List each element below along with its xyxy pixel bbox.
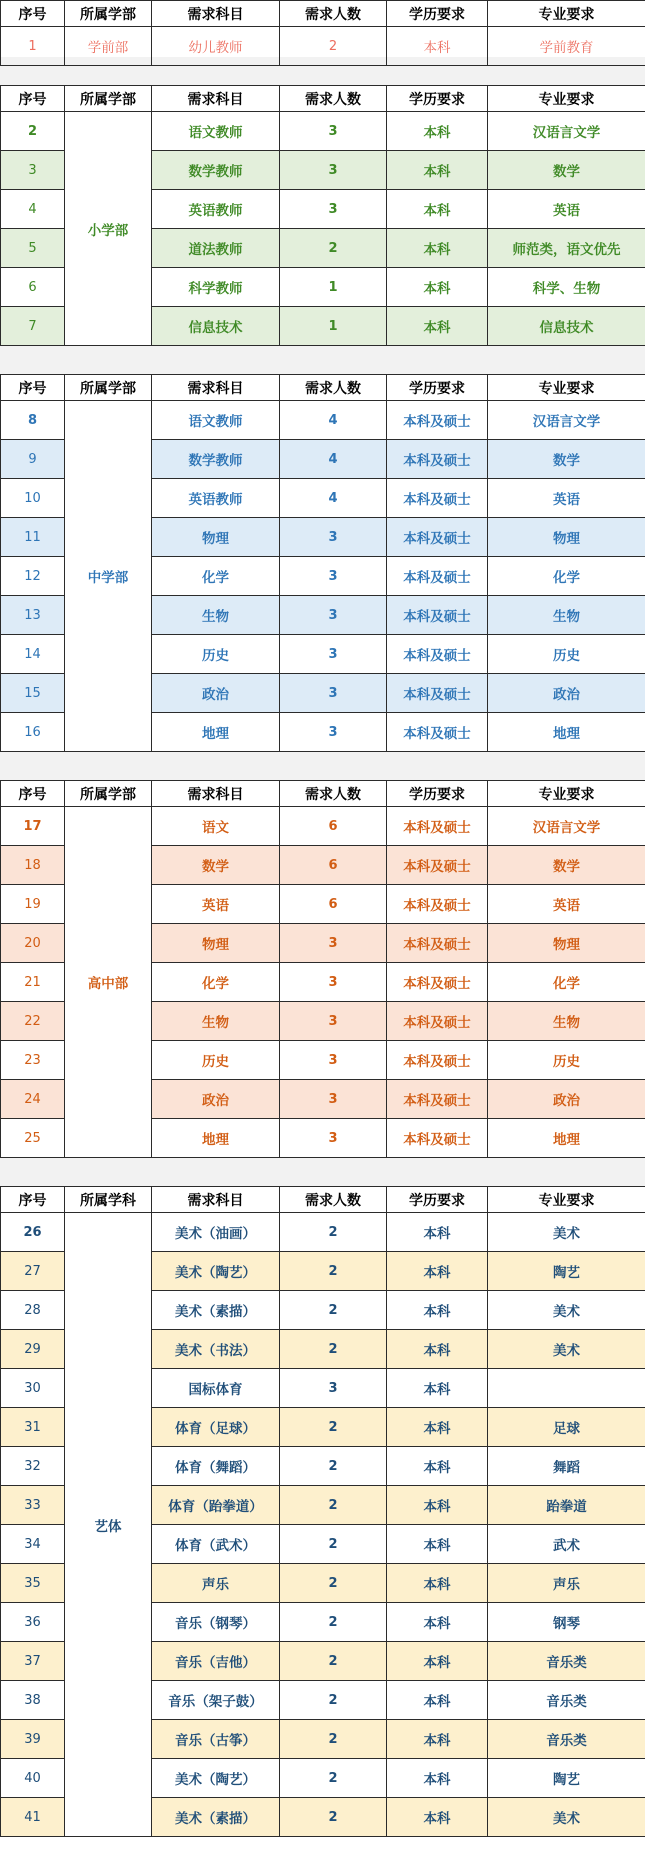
cell-education: 本科	[387, 1330, 488, 1369]
header-seq-no: 序号	[1, 86, 65, 112]
cell-major: 美术	[488, 1213, 645, 1252]
cell-seq-no: 28	[1, 1291, 65, 1330]
header-education: 学历要求	[387, 1, 488, 27]
header-education: 学历要求	[387, 1187, 488, 1213]
header-headcount: 需求人数	[280, 1, 387, 27]
header-department: 所属学部	[65, 86, 152, 112]
cell-education: 本科及硕士	[387, 596, 488, 635]
cell-major: 信息技术	[488, 307, 645, 346]
cell-headcount: 6	[280, 885, 387, 924]
cell-headcount: 4	[280, 440, 387, 479]
cell-major: 物理	[488, 924, 645, 963]
cell-headcount: 4	[280, 401, 387, 440]
cell-major: 生物	[488, 596, 645, 635]
header-education: 学历要求	[387, 375, 488, 401]
cell-headcount: 2	[280, 1213, 387, 1252]
cell-education: 本科	[387, 1720, 488, 1759]
header-major: 专业要求	[488, 86, 645, 112]
cell-seq-no: 1	[1, 27, 65, 66]
cell-major: 陶艺	[488, 1252, 645, 1291]
cell-subject: 体育（足球）	[152, 1408, 280, 1447]
cell-department-merged: 艺体	[65, 1213, 152, 1837]
cell-seq-no: 37	[1, 1642, 65, 1681]
table-primary	[0, 85, 645, 346]
table-row	[1, 401, 645, 440]
cell-seq-no: 32	[1, 1447, 65, 1486]
cell-education: 本科及硕士	[387, 440, 488, 479]
cell-education: 本科及硕士	[387, 807, 488, 846]
cell-department-merged: 小学部	[65, 112, 152, 346]
header-seq-no: 序号	[1, 375, 65, 401]
cell-education: 本科及硕士	[387, 846, 488, 885]
cell-seq-no: 40	[1, 1759, 65, 1798]
cell-headcount: 2	[280, 1564, 387, 1603]
cell-education: 本科及硕士	[387, 1041, 488, 1080]
cell-seq-no: 39	[1, 1720, 65, 1759]
cell-education: 本科	[387, 1486, 488, 1525]
cell-subject: 生物	[152, 596, 280, 635]
cell-subject: 美术（素描）	[152, 1798, 280, 1837]
cell-headcount: 2	[280, 27, 387, 66]
cell-major: 足球	[488, 1408, 645, 1447]
cell-subject: 化学	[152, 557, 280, 596]
cell-major: 英语	[488, 190, 645, 229]
cell-education: 本科	[387, 1603, 488, 1642]
cell-seq-no: 9	[1, 440, 65, 479]
cell-major: 化学	[488, 557, 645, 596]
header-major: 专业要求	[488, 781, 645, 807]
cell-subject: 英语	[152, 885, 280, 924]
cell-major: 汉语言文学	[488, 807, 645, 846]
cell-education: 本科及硕士	[387, 1119, 488, 1158]
cell-subject: 音乐（古筝）	[152, 1720, 280, 1759]
cell-education: 本科及硕士	[387, 401, 488, 440]
cell-seq-no: 7	[1, 307, 65, 346]
cell-seq-no: 38	[1, 1681, 65, 1720]
header-seq-no: 序号	[1, 1187, 65, 1213]
header-row	[1, 375, 645, 401]
cell-major: 声乐	[488, 1564, 645, 1603]
cell-seq-no: 21	[1, 963, 65, 1002]
header-education: 学历要求	[387, 781, 488, 807]
cell-major: 钢琴	[488, 1603, 645, 1642]
cell-education: 本科及硕士	[387, 963, 488, 1002]
header-headcount: 需求人数	[280, 86, 387, 112]
cell-education: 本科	[387, 1681, 488, 1720]
cell-headcount: 3	[280, 1002, 387, 1041]
cell-headcount: 4	[280, 479, 387, 518]
cell-major	[488, 1369, 645, 1408]
cell-education: 本科	[387, 151, 488, 190]
cell-subject: 国标体育	[152, 1369, 280, 1408]
cell-seq-no: 3	[1, 151, 65, 190]
cell-subject: 语文教师	[152, 401, 280, 440]
cell-education: 本科	[387, 1642, 488, 1681]
cell-seq-no: 5	[1, 229, 65, 268]
cell-education: 本科及硕士	[387, 674, 488, 713]
cell-seq-no: 27	[1, 1252, 65, 1291]
cell-subject: 美术（油画）	[152, 1213, 280, 1252]
cell-major: 地理	[488, 713, 645, 752]
table-art	[0, 1186, 645, 1837]
cell-education: 本科	[387, 190, 488, 229]
cell-subject: 美术（素描）	[152, 1291, 280, 1330]
cell-subject: 体育（武术）	[152, 1525, 280, 1564]
header-headcount: 需求人数	[280, 781, 387, 807]
cell-headcount: 3	[280, 1369, 387, 1408]
cell-major: 美术	[488, 1330, 645, 1369]
header-subject: 需求科目	[152, 1, 280, 27]
cell-headcount: 1	[280, 307, 387, 346]
cell-headcount: 3	[280, 924, 387, 963]
cell-headcount: 1	[280, 268, 387, 307]
header-seq-no: 序号	[1, 781, 65, 807]
cell-seq-no: 22	[1, 1002, 65, 1041]
cell-subject: 美术（陶艺）	[152, 1759, 280, 1798]
cell-major: 汉语言文学	[488, 401, 645, 440]
cell-headcount: 2	[280, 1330, 387, 1369]
cell-headcount: 3	[280, 112, 387, 151]
cell-education: 本科及硕士	[387, 518, 488, 557]
header-headcount: 需求人数	[280, 1187, 387, 1213]
cell-seq-no: 16	[1, 713, 65, 752]
header-row	[1, 781, 645, 807]
cell-headcount: 3	[280, 518, 387, 557]
cell-seq-no: 17	[1, 807, 65, 846]
cell-major: 音乐类	[488, 1681, 645, 1720]
cell-headcount: 2	[280, 1603, 387, 1642]
cell-headcount: 3	[280, 1119, 387, 1158]
header-subject: 需求科目	[152, 86, 280, 112]
cell-subject: 道法教师	[152, 229, 280, 268]
cell-major: 政治	[488, 1080, 645, 1119]
block-separator	[0, 1158, 645, 1186]
cell-subject: 音乐（架子鼓）	[152, 1681, 280, 1720]
cell-headcount: 6	[280, 846, 387, 885]
cell-subject: 体育（舞蹈）	[152, 1447, 280, 1486]
cell-subject: 历史	[152, 1041, 280, 1080]
cell-major: 师范类，语文优先	[488, 229, 645, 268]
cell-education: 本科	[387, 1369, 488, 1408]
table-middle	[0, 374, 645, 752]
cell-subject: 化学	[152, 963, 280, 1002]
header-department: 所属学科	[65, 1187, 152, 1213]
cell-major: 汉语言文学	[488, 112, 645, 151]
cell-seq-no: 15	[1, 674, 65, 713]
cell-seq-no: 26	[1, 1213, 65, 1252]
cell-headcount: 2	[280, 1642, 387, 1681]
cell-major: 物理	[488, 518, 645, 557]
cell-headcount: 3	[280, 557, 387, 596]
cell-headcount: 2	[280, 1486, 387, 1525]
cell-subject: 声乐	[152, 1564, 280, 1603]
header-subject: 需求科目	[152, 781, 280, 807]
block-separator	[0, 346, 645, 374]
cell-seq-no: 31	[1, 1408, 65, 1447]
block-separator	[0, 752, 645, 780]
cell-subject: 物理	[152, 518, 280, 557]
cell-education: 本科及硕士	[387, 713, 488, 752]
cell-seq-no: 34	[1, 1525, 65, 1564]
cell-subject: 地理	[152, 1119, 280, 1158]
cell-headcount: 2	[280, 1447, 387, 1486]
cell-education: 本科	[387, 1525, 488, 1564]
header-major: 专业要求	[488, 1, 645, 27]
table-high	[0, 780, 645, 1158]
cell-seq-no: 29	[1, 1330, 65, 1369]
cell-headcount: 2	[280, 1408, 387, 1447]
cell-headcount: 2	[280, 1681, 387, 1720]
cell-seq-no: 14	[1, 635, 65, 674]
cell-headcount: 2	[280, 1525, 387, 1564]
cell-subject: 语文教师	[152, 112, 280, 151]
cell-education: 本科	[387, 1252, 488, 1291]
cell-subject: 物理	[152, 924, 280, 963]
cell-subject: 科学教师	[152, 268, 280, 307]
cell-education: 本科	[387, 1564, 488, 1603]
cell-education: 本科及硕士	[387, 1080, 488, 1119]
cell-seq-no: 8	[1, 401, 65, 440]
cell-subject: 英语教师	[152, 479, 280, 518]
cell-subject: 数学教师	[152, 151, 280, 190]
header-seq-no: 序号	[1, 1, 65, 27]
cell-department-merged: 高中部	[65, 807, 152, 1158]
cell-major: 科学、生物	[488, 268, 645, 307]
header-department: 所属学部	[65, 781, 152, 807]
table-row	[1, 112, 645, 151]
cell-major: 武术	[488, 1525, 645, 1564]
cell-seq-no: 41	[1, 1798, 65, 1837]
header-row	[1, 86, 645, 112]
cell-major: 化学	[488, 963, 645, 1002]
cell-seq-no: 18	[1, 846, 65, 885]
header-subject: 需求科目	[152, 1187, 280, 1213]
cell-subject: 政治	[152, 1080, 280, 1119]
header-department: 所属学部	[65, 375, 152, 401]
header-headcount: 需求人数	[280, 375, 387, 401]
cell-headcount: 2	[280, 1798, 387, 1837]
cell-subject: 信息技术	[152, 307, 280, 346]
cell-major: 数学	[488, 440, 645, 479]
table-row	[1, 807, 645, 846]
cell-headcount: 3	[280, 1041, 387, 1080]
cell-education: 本科	[387, 27, 488, 66]
cell-headcount: 2	[280, 1291, 387, 1330]
cell-seq-no: 2	[1, 112, 65, 151]
cell-seq-no: 24	[1, 1080, 65, 1119]
cell-headcount: 2	[280, 1720, 387, 1759]
cell-education: 本科	[387, 268, 488, 307]
cell-major: 跆拳道	[488, 1486, 645, 1525]
cell-headcount: 3	[280, 713, 387, 752]
cell-education: 本科	[387, 112, 488, 151]
header-row	[1, 1187, 645, 1213]
cell-seq-no: 33	[1, 1486, 65, 1525]
cell-subject: 地理	[152, 713, 280, 752]
cell-education: 本科及硕士	[387, 557, 488, 596]
cell-major: 数学	[488, 151, 645, 190]
cell-seq-no: 25	[1, 1119, 65, 1158]
cell-subject: 数学教师	[152, 440, 280, 479]
cell-seq-no: 30	[1, 1369, 65, 1408]
cell-major: 美术	[488, 1291, 645, 1330]
cell-headcount: 2	[280, 1759, 387, 1798]
cell-seq-no: 23	[1, 1041, 65, 1080]
cell-major: 英语	[488, 885, 645, 924]
cell-subject: 英语教师	[152, 190, 280, 229]
cell-seq-no: 4	[1, 190, 65, 229]
table-preschool	[0, 0, 645, 66]
header-major: 专业要求	[488, 375, 645, 401]
cell-major: 美术	[488, 1798, 645, 1837]
cell-subject: 语文	[152, 807, 280, 846]
cell-subject: 美术（书法）	[152, 1330, 280, 1369]
cell-subject: 数学	[152, 846, 280, 885]
cell-headcount: 3	[280, 674, 387, 713]
cell-seq-no: 12	[1, 557, 65, 596]
cell-major: 地理	[488, 1119, 645, 1158]
header-education: 学历要求	[387, 86, 488, 112]
cell-subject: 美术（陶艺）	[152, 1252, 280, 1291]
cell-education: 本科及硕士	[387, 479, 488, 518]
cell-education: 本科	[387, 307, 488, 346]
cell-headcount: 2	[280, 1252, 387, 1291]
cell-major: 陶艺	[488, 1759, 645, 1798]
cell-education: 本科	[387, 1798, 488, 1837]
cell-subject: 历史	[152, 635, 280, 674]
header-department: 所属学部	[65, 1, 152, 27]
cell-headcount: 3	[280, 596, 387, 635]
cell-headcount: 3	[280, 963, 387, 1002]
cell-education: 本科及硕士	[387, 924, 488, 963]
cell-headcount: 3	[280, 635, 387, 674]
cell-education: 本科及硕士	[387, 885, 488, 924]
cell-major: 数学	[488, 846, 645, 885]
cell-education: 本科	[387, 1213, 488, 1252]
header-subject: 需求科目	[152, 375, 280, 401]
cell-subject: 音乐（吉他）	[152, 1642, 280, 1681]
cell-education: 本科	[387, 1291, 488, 1330]
cell-major: 生物	[488, 1002, 645, 1041]
header-row	[1, 1, 645, 27]
cell-seq-no: 35	[1, 1564, 65, 1603]
cell-department: 学前部	[65, 27, 152, 66]
cell-major: 学前教育	[488, 27, 645, 66]
cell-seq-no: 36	[1, 1603, 65, 1642]
cell-education: 本科及硕士	[387, 1002, 488, 1041]
cell-subject: 音乐（钢琴）	[152, 1603, 280, 1642]
cell-major: 历史	[488, 1041, 645, 1080]
cell-education: 本科	[387, 1447, 488, 1486]
cell-seq-no: 10	[1, 479, 65, 518]
cell-education: 本科	[387, 1408, 488, 1447]
cell-seq-no: 20	[1, 924, 65, 963]
cell-subject: 幼儿教师	[152, 27, 280, 66]
table-row	[1, 27, 645, 66]
cell-major: 政治	[488, 674, 645, 713]
cell-education: 本科及硕士	[387, 635, 488, 674]
cell-subject: 体育（跆拳道）	[152, 1486, 280, 1525]
cell-subject: 政治	[152, 674, 280, 713]
cell-department-merged: 中学部	[65, 401, 152, 752]
cell-education: 本科	[387, 1759, 488, 1798]
cell-major: 音乐类	[488, 1720, 645, 1759]
cell-headcount: 3	[280, 190, 387, 229]
cell-major: 历史	[488, 635, 645, 674]
cell-major: 英语	[488, 479, 645, 518]
cell-seq-no: 13	[1, 596, 65, 635]
cell-seq-no: 11	[1, 518, 65, 557]
cell-education: 本科	[387, 229, 488, 268]
cell-headcount: 2	[280, 229, 387, 268]
cell-seq-no: 6	[1, 268, 65, 307]
cell-major: 音乐类	[488, 1642, 645, 1681]
header-major: 专业要求	[488, 1187, 645, 1213]
cell-headcount: 3	[280, 151, 387, 190]
cell-headcount: 3	[280, 1080, 387, 1119]
cell-subject: 生物	[152, 1002, 280, 1041]
cell-major: 舞蹈	[488, 1447, 645, 1486]
cell-headcount: 6	[280, 807, 387, 846]
table-row	[1, 1213, 645, 1252]
cell-seq-no: 19	[1, 885, 65, 924]
